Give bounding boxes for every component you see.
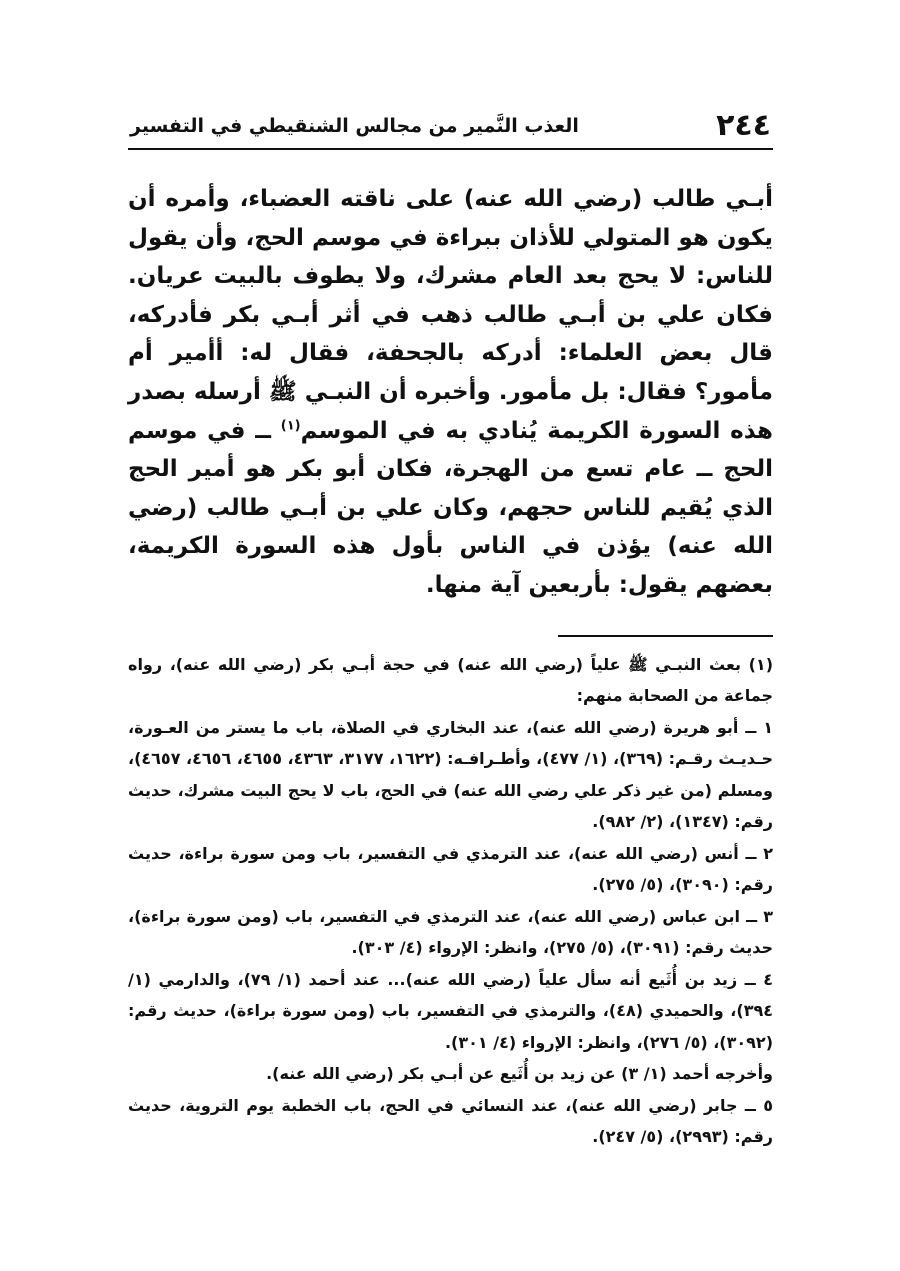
body-text-after-ref: ــ في موسم الحج ــ عام تسع من الهجرة، فكان أبو بكر هو أمير الحج الذي يُقيم للناس حجهم، وكان علي بن أبـي طالب (رضي الله عنه) يؤذن في الناس بأول هذه السورة الكريمة، بعضهم يقول: بأربعين آية منها. [128,417,773,598]
header-rule [128,148,773,150]
footnote-item-2: ٢ ــ أنس (رضي الله عنه)، عند الترمذي في التفسير، باب ومن سورة براءة، حديث رقم: (٣٠٩٠)، (٥/ ٢٧٥). [128,843,773,895]
footnote-item-4: ٤ ــ زيد بن أُثَيع أنه سأل علياً (رضي الله عنه)... عند أحمد (١/ ٧٩)، والدارمي (١/ ٣٩٤)، والحميدي (٤٨)، والترمذي في التفسير، باب (ومن سورة براءة)، حديث رقم: (٣٠٩٢)، (٥/ ٢٧٦)، وانظر: الإرواء (٤/ ٣٠١). [128,969,773,1052]
footnotes [128,649,773,1153]
page-header [128,100,773,146]
footnote-item-1: ١ ــ أبو هريرة (رضي الله عنه)، عند البخاري في الصلاة، باب ما يستر من العـورة، حـديـث رقـم: (٣٦٩)، (١/ ٤٧٧)، وأطـرافـه: (١٦٢٢، ٣١٧٧، ٤٣٦٣، ٤٦٥٥، ٤٦٥٦، ٤٦٥٧)، ومسلم (من غير ذكر علي رضي الله عنه) في الحج، باب لا يحج البيت مشرك، حديث رقم: (١٣٤٧)، (٢/ ٩٨٢). [128,717,773,832]
running-title: العذب النَّمير من مجالس الشنقيطي في التفسير [130,115,579,137]
footnote-reference: (١) [280,417,301,433]
footnote-item-5: ٥ ــ جابر (رضي الله عنه)، عند النسائي في الحج، باب الخطبة يوم التروية، حديث رقم: (٢٩٩٣)، (٥/ ٢٤٧). [128,1095,773,1147]
footnote-rule [558,635,773,637]
footnote-intro: (١) بعث النبـي ﷺ علياً (رضي الله عنه) في حجة أبـي بكر (رضي الله عنه)، رواه جماعة من الصحابة منهم: [128,654,773,706]
footnote-item-4-note: وأخرجه أحمد (١/ ٣) عن زيد بن أُثَيع عن أبـي بكر (رضي الله عنه). [266,1064,773,1084]
body-text-before-ref: أبـي طالب (رضي الله عنه) على ناقته العضباء، وأمره أن يكون هو المتولي للأذان ببراءة في موسم الحج، وأن يقول للناس: لا يحج بعد العام مشرك، ولا يطوف بالبيت عريان. فكان علي بن أبـي طالب ذهب في أثر أبـي بكر فأدركه، قال بعض العلماء: أدركه بالجحفة، فقال له: أأمير أم مأمور؟ فقال: بل مأمور. وأخبره أن النبـي ﷺ أرسله بصدر هذه السورة الكريمة يُنادي به في الموسم [128,186,773,444]
page-number: ٢٤٤ [716,108,771,143]
footnote-item-3: ٣ ــ ابن عباس (رضي الله عنه)، عند الترمذي في التفسير، باب (ومن سورة براءة)، حديث رقم: (٣٠٩١)، (٥/ ٢٧٥)، وانظر: الإرواء (٤/ ٣٠٣). [128,906,773,958]
body-paragraph [128,180,773,605]
book-page [128,100,773,1153]
